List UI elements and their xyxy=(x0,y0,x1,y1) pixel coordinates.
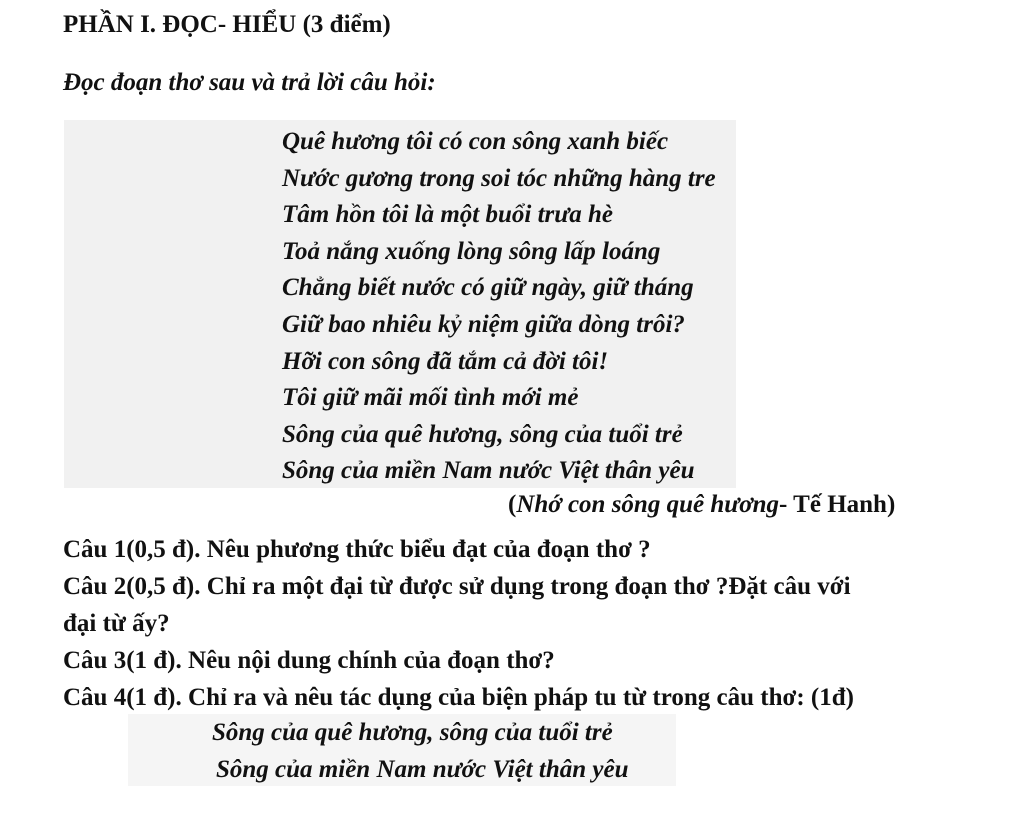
source-open-paren: ( xyxy=(508,491,517,518)
source-title: Nhớ con sông quê hương xyxy=(516,491,780,518)
poem xyxy=(282,124,716,490)
instruction-text: Đọc đoạn thơ sau và trả lời câu hỏi: xyxy=(63,69,436,96)
questions xyxy=(63,531,983,716)
poem-line-9: Sông của quê hương, sông của tuổi trẻ xyxy=(282,420,683,448)
poem-line-5: Chẳng biết nước có giữ ngày, giữ tháng xyxy=(282,274,694,302)
question-2-line-2: đại từ ấy? xyxy=(63,610,170,637)
poem-source xyxy=(508,491,895,519)
source-author: - Tế Hanh) xyxy=(779,491,896,518)
poem-line-2: Nước gương trong soi tóc những hàng tre xyxy=(282,164,716,192)
section-heading: PHẦN I. ĐỌC- HIỂU (3 điểm) xyxy=(63,11,391,38)
quote-line-2: Sông của miền Nam nước Việt thân yêu xyxy=(216,756,629,783)
quote-line-1: Sông của quê hương, sông của tuổi trẻ xyxy=(212,719,613,746)
question-4-quote xyxy=(212,714,628,788)
poem-line-4: Toả nắng xuống lòng sông lấp loáng xyxy=(282,237,661,265)
poem-line-7: Hỡi con sông đã tắm cả đời tôi! xyxy=(282,347,609,375)
question-2-line-1: Câu 2(0,5 đ). Chỉ ra một đại từ được sử dụng trong đoạn thơ ?Đặt câu với xyxy=(63,573,851,600)
question-3: Câu 3(1 đ). Nêu nội dung chính của đoạn thơ? xyxy=(63,647,555,674)
poem-line-3: Tâm hồn tôi là một buổi trưa hè xyxy=(282,201,614,229)
poem-line-8: Tôi giữ mãi mối tình mới mẻ xyxy=(282,384,579,412)
poem-line-10: Sông của miền Nam nước Việt thân yêu xyxy=(282,457,695,485)
question-4: Câu 4(1 đ). Chỉ ra và nêu tác dụng của biện pháp tu từ trong câu thơ: (1đ) xyxy=(63,684,854,711)
poem-line-6: Giữ bao nhiêu kỷ niệm giữa dòng trôi? xyxy=(282,310,685,338)
poem-line-1: Quê hương tôi có con sông xanh biếc xyxy=(282,128,669,155)
question-1: Câu 1(0,5 đ). Nêu phương thức biểu đạt của đoạn thơ ? xyxy=(63,536,651,563)
